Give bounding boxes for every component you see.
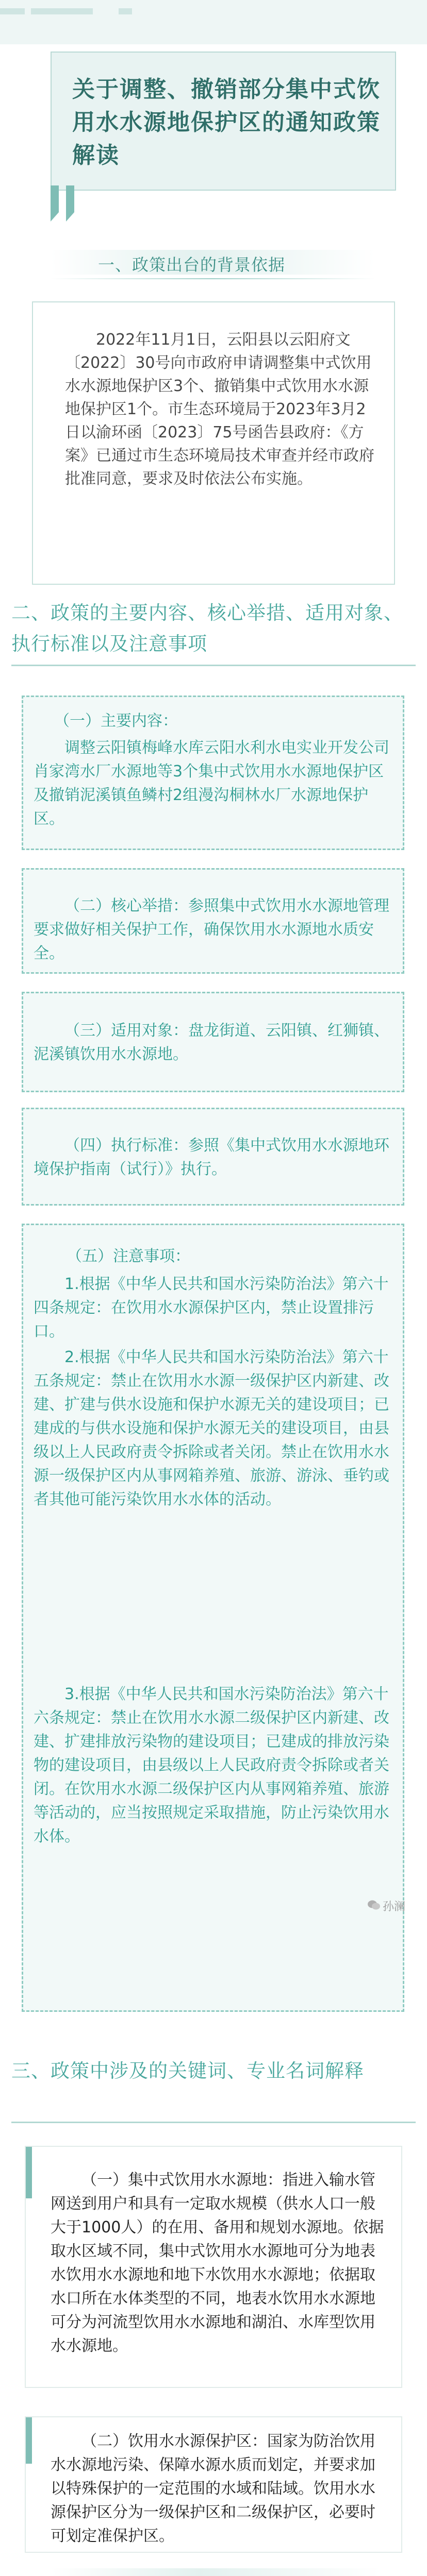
standard-body: （四）执行标准：参照《集中式饮用水水源地环境保护指南（试行）》执行。: [34, 1137, 389, 1178]
term-accent-bar: [26, 2147, 32, 2198]
watermark-text: 孙澜: [383, 1901, 406, 1913]
term-accent-bar: [26, 2417, 32, 2464]
main-content-title: （一）主要内容：: [54, 712, 178, 730]
standard-box: [22, 1108, 404, 1206]
core-measures-body: （二）核心举措：参照集中式饮用水水源地管理要求做好相关保护工作，确保饮用水水源地水质安全。: [34, 897, 389, 962]
page-title: 关于调整、撤销部分集中式饮用水水源地保护区的通知政策解读: [72, 76, 381, 168]
title-card: [51, 52, 396, 191]
section-2-heading: 二、政策的主要内容、核心举措、适用对象、执行标准以及注意事项: [11, 602, 403, 655]
precaution-item: 3.根据《中华人民共和国水污染防治法》第六十六条规定：禁止在饮用水水源二级保护区内新建、改建、扩建排放污染物的建设项目；已建成的排放污染物的建设项目，由县级以上人民政府责令拆除或者关闭。在饮用水水源二级保护区内从事网箱养殖、旅游等活动的，应当按照规定采取措施，防止污染饮用水水体。: [34, 1685, 389, 1845]
section-1-body: 2022年11月1日，云阳县以云阳府文〔2022〕30号向市政府申请调整集中式饮用水水源地保护区3个、撤销集中式饮用水水源地保护区1个。市生态环境局于2023年3月2日以渝环函〔2023〕75号函告县政府：《方案》已通过市生态环境局技术审查并经市政府批准同意，要求及时依法公布实施。: [65, 331, 374, 488]
top-decor-bar: [0, 8, 25, 14]
section-4-heading: [104, 2573, 295, 2576]
section-4-heading-bar: [51, 2568, 381, 2576]
precautions-title: （五）注意事项：: [67, 1247, 190, 1265]
chat-bubble-icon: [367, 1899, 381, 1911]
precautions-box: [22, 1224, 404, 2012]
section-1-card: [32, 301, 395, 585]
watermark: [367, 1896, 424, 1914]
term-card: [25, 2416, 402, 2553]
term-definition: （二）饮用水水源保护区：国家为防治饮用水水源地污染、保障水源水质而划定，并要求加以特殊保护的一定范围的水域和陆域。饮用水水源保护区分为一级保护区和二级保护区，必要时可划定准保护区。: [51, 2432, 375, 2545]
precaution-item: 2.根据《中华人民共和国水污染防治法》第六十五条规定：禁止在饮用水水源一级保护区内新建、改建、扩建与供水设施和保护水源无关的建设项目；已建成的与供水设施和保护水源无关的建设项目，由县级以上人民政府责令拆除或者关闭。禁止在饮用水水源一级保护区内从事网箱养殖、旅游、游泳、垂钓或者其他可能污染饮用水水体的活动。: [34, 1348, 389, 1509]
section-1-heading-bar: [51, 250, 375, 275]
divider: [51, 278, 375, 279]
applicable-objects-body: （三）适用对象：盘龙街道、云阳镇、红狮镇、泥溪镇饮用水水源地。: [34, 1022, 389, 1063]
top-band: [0, 0, 427, 44]
top-decor-bar: [119, 8, 132, 14]
main-content-box: [22, 696, 404, 850]
section-3-heading: 三、政策中涉及的关键词、专业名词解释: [11, 2060, 364, 2082]
main-content-body: 调整云阳镇梅峰水库云阳水利水电实业开发公司肖家湾水厂水源地等3个集中式饮用水水源地保护区及撤销泥溪镇鱼鳞村2组漫沟桐林水厂水源地保护区。: [34, 739, 389, 828]
section-1-heading: 一、政策出台的背景依据: [98, 255, 286, 275]
term-card: [25, 2146, 402, 2388]
quote-mark-icon: [66, 185, 87, 222]
core-measures-box: [22, 868, 404, 974]
divider: [11, 2122, 416, 2123]
term-definition: （一）集中式饮用水水源地：指进入输水管网送到用户和具有一定取水规模（供水人口一般大于1000人）的在用、备用和规划水源地。依据取水区域不同，集中式饮用水水源地可分为地表水饮用水水源地和地下水饮用水水源地；依据取水口所在水体类型的不同，地表水饮用水水源地可分为河流型饮用水水源地和湖泊、水库型饮用水水源地。: [51, 2171, 384, 2355]
divider: [11, 665, 416, 666]
precaution-item: 1.根据《中华人民共和国水污染防治法》第六十四条规定：在饮用水水源保护区内，禁止设置排污口。: [34, 1275, 389, 1341]
applicable-objects-box: [22, 992, 404, 1092]
top-decor-bar: [31, 8, 93, 14]
